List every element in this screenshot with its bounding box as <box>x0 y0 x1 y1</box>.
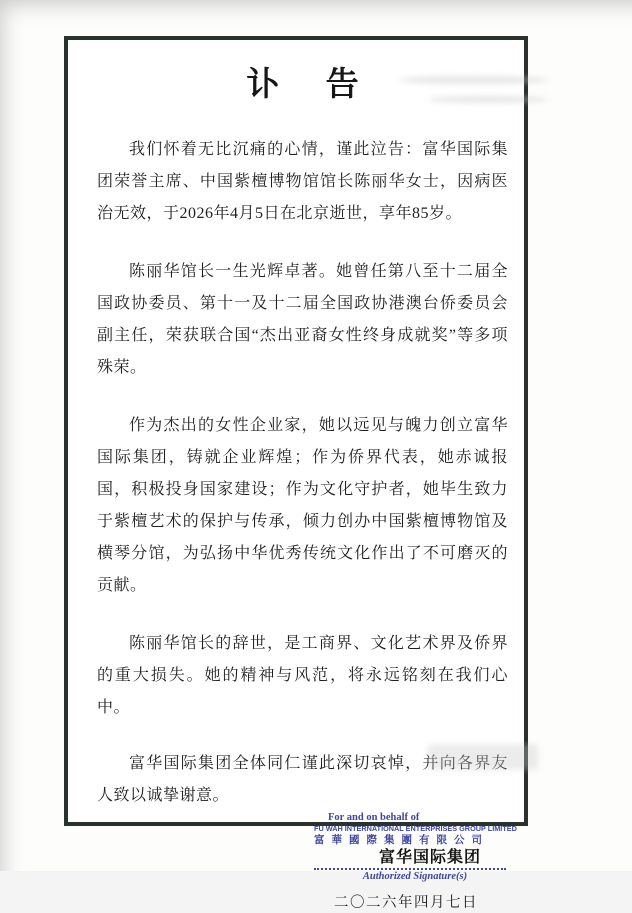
page-title: 讣告 <box>246 67 405 103</box>
signature-on-behalf-label: For and on behalf of <box>328 812 420 823</box>
paragraph-achievements: 陈丽华馆长一生光辉卓著。她曾任第八至十二届全国政协委员、第十一及十二届全国政协港澳台侨委员会副主任，荣获联合国“杰出亚裔女性终身成就奖”等多项殊荣。 <box>97 263 508 376</box>
paragraph-thanks: 富华国际集团全体同仁谨此深切哀悼，并向各界友人致以诚挚谢意。 <box>97 755 508 804</box>
company-name-cjk-stamp: 富華國際集團有限公司 <box>314 835 489 846</box>
company-name-en-stamp: FU WAH INTERNATIONAL ENTERPRISES GROUP LIMITED <box>314 824 517 833</box>
obituary-frame <box>64 36 528 911</box>
date-line: 二〇二六年四月七日 <box>334 895 478 911</box>
paragraph-condolence: 陈丽华馆长的辞世，是工商界、文化艺术界及侨界的重大损失。她的精神与风范，将永远铭刻在我们心中。 <box>97 635 508 716</box>
signature-block <box>314 812 517 884</box>
authorized-signature-label: Authorized Signature(s) <box>362 871 468 882</box>
paragraph-announcement: 我们怀着无比沉痛的心情，谨此泣告：富华国际集团荣誉主席、中国紫檀博物馆馆长陈丽华女士，因病医治无效，于2026年4月5日在北京逝世，享年85岁。 <box>97 141 508 222</box>
signer-name: 富华国际集团 <box>314 848 506 870</box>
paragraph-legacy: 作为杰出的女性企业家，她以远见与魄力创立富华国际集团，铸就企业辉煌；作为侨界代表，她赤诚报国，积极投身国家建设；作为文化守护者，她毕生致力于紫檀艺术的保护与传承，倾力创办中国紫檀博物馆及横琴分馆，为弘扬中华优秀传统文化作出了不可磨灭的贡献。 <box>97 417 508 594</box>
